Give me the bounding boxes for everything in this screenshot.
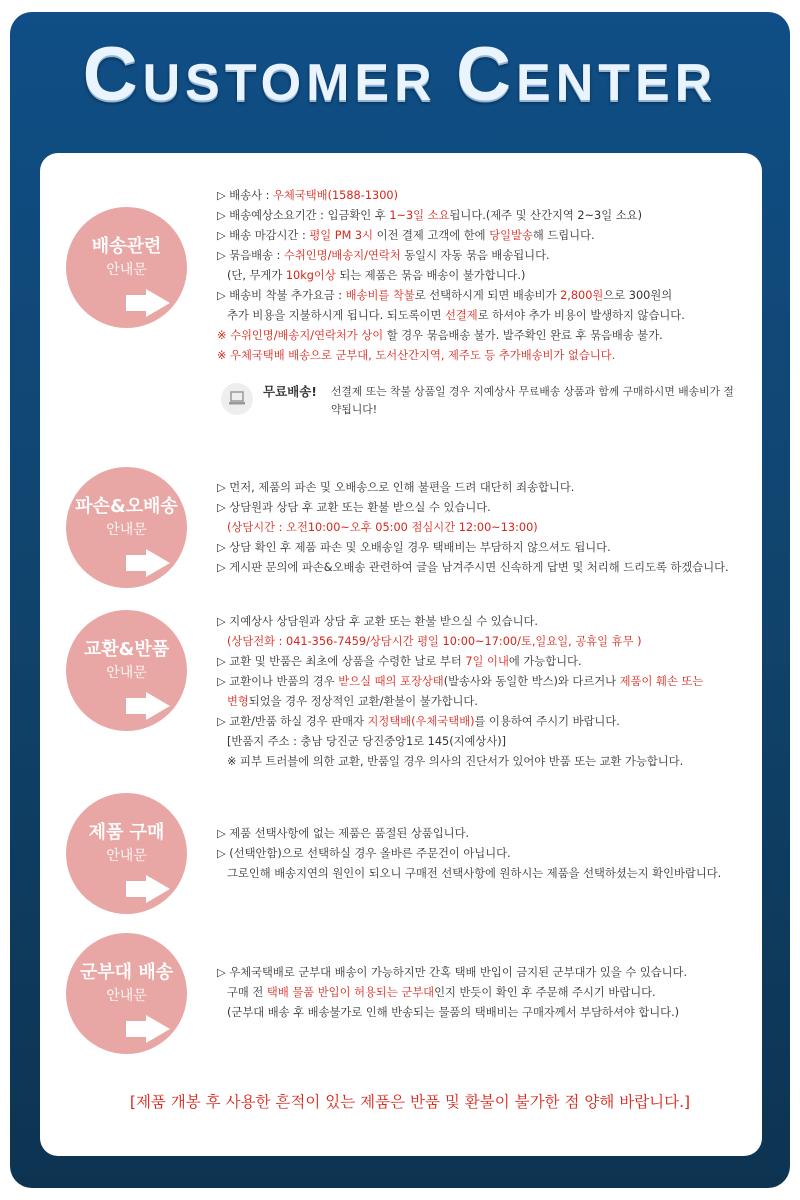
info-text: 동일시 자동 묶음 배송됩니다. — [400, 249, 550, 262]
info-text: 를 이용하여 주시기 바랍니다. — [474, 715, 620, 728]
info-line — [217, 266, 737, 286]
info-line — [217, 206, 737, 226]
info-text: 되는 제품은 묶음 배송이 불가합니다.) — [335, 269, 526, 282]
info-text: ▷ 게시판 문의에 파손&오배송 관련하여 글을 남겨주시면 신속하게 답변 및 처리해 드리도록 하겠습니다. — [217, 561, 729, 574]
info-line — [217, 558, 737, 578]
highlight-text: (상담시간 : 오전10:00~오후 05:00 점심시간 12:00~13:00) — [227, 521, 538, 534]
badge-military — [66, 933, 187, 1054]
info-text: ▷ 교환/반품 하실 경우 판매자 — [217, 715, 368, 728]
info-line — [217, 226, 737, 246]
info-line — [217, 983, 737, 1003]
badge-title: 파손&오배송 — [75, 496, 178, 517]
highlight-text: 10kg이상 — [285, 269, 336, 282]
badge-damage — [66, 467, 187, 588]
highlight-text: 배송비를 착불 — [345, 289, 415, 302]
info-text: ▷ 배송예상소요기간 : 입금확인 후 — [217, 209, 390, 222]
info-text: ▷ (선택안함)으로 선택하실 경우 올바른 주문건이 아닙니다. — [217, 847, 511, 860]
badge-title: 제품 구매 — [88, 822, 165, 843]
info-line — [217, 346, 737, 366]
info-line — [217, 672, 737, 692]
info-text: 해 드립니다. — [532, 229, 595, 242]
info-line — [217, 286, 737, 306]
info-text: 로 선택하시게 되면 배송비가 — [414, 289, 561, 302]
info-line — [217, 752, 737, 772]
info-line — [217, 652, 737, 672]
free-shipping-title: 무료배송! — [263, 384, 318, 399]
highlight-text: 택배 물품 반입이 허용되는 군부대 — [266, 986, 435, 999]
highlight-text: 선결제 — [444, 309, 478, 322]
highlight-text: (상담전화 : 041-356-7459/상담시간 평일 10:00~17:00/토,일요일, 공휴일 휴무 ) — [227, 635, 642, 648]
info-text: 되었을 경우 정상적인 교환/환불이 불가합니다. — [248, 695, 478, 708]
highlight-text: ※ 우체국택배 배송으로 군부대, 도서산간지역, 제주도 등 추가배송비가 없습니다. — [217, 349, 616, 362]
info-text: 구매 전 — [227, 986, 267, 999]
info-line — [217, 1003, 737, 1023]
highlight-text: 받으실 때의 포장상태 — [338, 675, 444, 688]
info-text: (발송사와 동일한 박스)와 다르거나 — [443, 675, 620, 688]
badge-subtitle: 안내문 — [106, 988, 147, 1004]
info-text: 이전 결제 고객에 한에 — [373, 229, 490, 242]
info-text: ▷ 교환 및 반품은 최초에 상품을 수령한 날로 부터 — [217, 655, 466, 668]
highlight-text: 수위인명/배송지/연락처가 상이 — [230, 329, 384, 342]
info-text: 으로 300원의 — [603, 289, 673, 302]
info-text: (단, 무게가 — [227, 269, 286, 282]
info-line — [217, 844, 737, 864]
section-purchase-text — [217, 824, 737, 884]
info-line — [217, 732, 737, 752]
badge-subtitle: 안내문 — [106, 522, 147, 538]
highlight-text: 당일발송 — [489, 229, 533, 242]
info-text: 에 가능합니다. — [508, 655, 582, 668]
badge-subtitle: 안내문 — [106, 665, 147, 681]
info-text: (군부대 배송 후 배송불가로 인해 반송되는 물품의 택배비는 구매자께서 부담하셔야 합니다.) — [227, 1006, 680, 1019]
highlight-text: 수취인명/배송지/연락처 — [283, 249, 401, 262]
info-text: ▷ 우체국택배로 군부대 배송이 가능하지만 간혹 택배 반입이 금지된 군부대가 있을 수 있습니다. — [217, 966, 688, 979]
info-text: ▷ 배송사 : — [217, 189, 274, 202]
info-text: ▷ 지예상사 상담원과 상담 후 교환 또는 환불 받으실 수 있습니다. — [217, 615, 539, 628]
footer-notice: [제품 개봉 후 사용한 흔적이 있는 제품은 반품 및 환불이 불가한 점 양해 바랍니다.] — [129, 1093, 691, 1111]
info-line — [217, 538, 737, 558]
info-text: ▷ 먼저, 제품의 파손 및 오배송으로 인해 불편을 드려 대단히 죄송합니다. — [217, 481, 575, 494]
badge-exchange — [66, 610, 187, 731]
section-shipping-text — [217, 186, 737, 366]
info-line — [217, 864, 737, 884]
section-military-text — [217, 963, 737, 1023]
info-text: ▷ 배송 마감시간 : — [217, 229, 310, 242]
badge-title: 교환&반품 — [83, 639, 170, 660]
badge-purchase — [66, 793, 187, 914]
highlight-text: ※ — [217, 329, 231, 342]
info-text: 추가 비용을 지불하시게 됩니다. 되도록이면 — [227, 309, 445, 322]
info-line — [217, 712, 737, 732]
info-line — [217, 963, 737, 983]
info-text: 그로인해 배송지연의 원인이 되오니 구매전 선택사항에 원하시는 제품을 선택하셨는지 확인바랍니다. — [227, 867, 722, 880]
highlight-text: 변형 — [227, 695, 249, 708]
laptop-icon — [221, 383, 253, 415]
info-line — [217, 632, 737, 652]
info-text: [반품지 주소 : 충남 당진군 당진중앙1로 145(지예상사)] — [227, 735, 507, 748]
free-shipping-note — [221, 380, 741, 420]
badge-shipping — [66, 207, 187, 328]
info-text: ▷ 교환이나 반품의 경우 — [217, 675, 339, 688]
info-line — [217, 518, 737, 538]
info-text: ▷ 배송비 착불 추가요금 : — [217, 289, 346, 302]
info-line — [217, 246, 737, 266]
highlight-text: 7일 이내 — [465, 655, 509, 668]
info-text: 인지 반듯이 확인 후 주문해 주시기 바랍니다. — [434, 986, 656, 999]
info-line — [217, 478, 737, 498]
badge-subtitle: 안내문 — [106, 262, 147, 278]
section-damage-text — [217, 478, 737, 578]
info-line — [217, 612, 737, 632]
info-line — [217, 306, 737, 326]
info-text: ▷ 묶음배송 : — [217, 249, 284, 262]
badge-title: 배송관련 — [91, 236, 162, 257]
info-text: ▷ 제품 선택사항에 없는 제품은 품절된 상품입니다. — [217, 827, 470, 840]
highlight-text: 2,800원 — [560, 289, 604, 302]
highlight-text: 1~3일 소요 — [389, 209, 450, 222]
page-title: CUSTOMER CENTER — [82, 32, 718, 117]
info-text: 할 경우 묶음배송 불가. 발주확인 완료 후 묶음배송 불가. — [383, 329, 663, 342]
info-text: 됩니다.(제주 및 산간지역 2~3일 소요) — [449, 209, 642, 222]
info-line — [217, 186, 737, 206]
badge-subtitle: 안내문 — [106, 848, 147, 864]
highlight-text: 평일 PM 3시 — [309, 229, 374, 242]
highlight-text: 제품이 훼손 또는 — [619, 675, 704, 688]
badge-title: 군부대 배송 — [79, 962, 174, 983]
info-line — [217, 326, 737, 346]
info-text: 로 하셔야 추가 비용이 발생하지 않습니다. — [477, 309, 685, 322]
info-line — [217, 692, 737, 712]
info-text: ▷ 상담 확인 후 제품 파손 및 오배송일 경우 택배비는 부담하지 않으셔도 됩니다. — [217, 541, 611, 554]
free-shipping-description: 선결제 또는 착불 상품일 경우 지예상사 무료배송 상품과 함께 구매하시면 배송비가 절약됩니다! — [331, 385, 734, 416]
info-line — [217, 498, 737, 518]
highlight-text: 우체국택배(1588-1300) — [273, 189, 398, 202]
info-text: ▷ 상담원과 상담 후 교환 또는 환불 받으실 수 있습니다. — [217, 501, 491, 514]
highlight-text: 지정택배(우체국택배) — [367, 715, 475, 728]
section-exchange-text — [217, 612, 737, 772]
info-text: ※ 피부 트러블에 의한 교환, 반품일 경우 의사의 진단서가 있어야 반품 또는 교환 가능합니다. — [227, 755, 684, 768]
info-line — [217, 824, 737, 844]
